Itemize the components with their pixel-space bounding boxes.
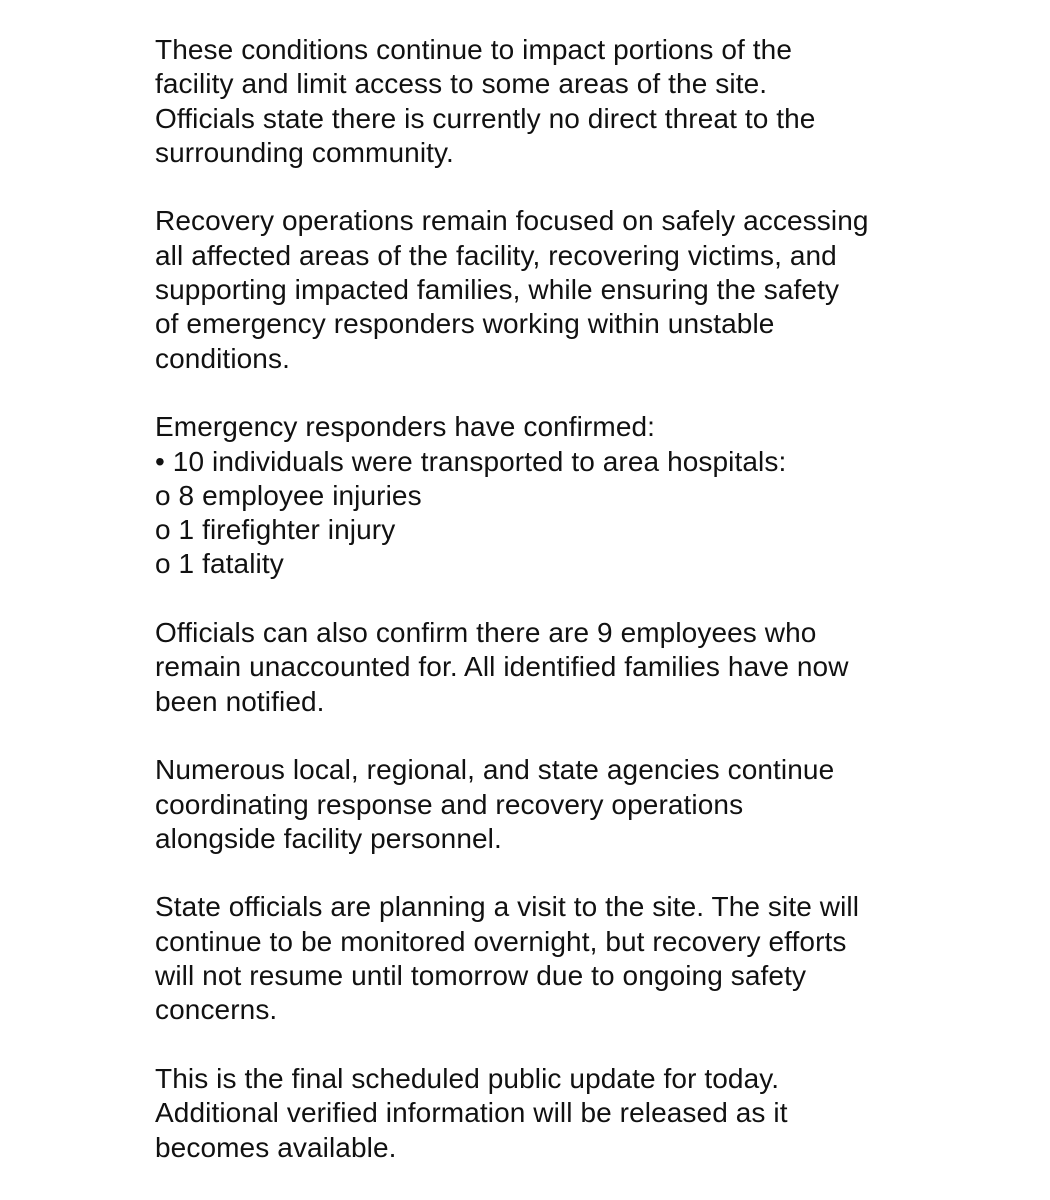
text-line: remain unaccounted for. All identified families have now [155, 651, 849, 683]
text-line: of emergency responders working within unstable [155, 308, 775, 340]
text-line: These conditions continue to impact portions of the [155, 34, 793, 65]
paragraph-recovery-operations [155, 204, 935, 375]
text-line: Officials state there is currently no direct threat to the [155, 102, 816, 134]
text-line: conditions. [155, 342, 290, 374]
text-line: alongside facility personnel. [155, 822, 502, 854]
text-line: will not resume until tomorrow due to ongoing safety [155, 960, 807, 992]
text-line: becomes available. [155, 1131, 397, 1163]
paragraph-confirmed-list [155, 410, 935, 581]
text-line: This is the final scheduled public update for today. [155, 1062, 780, 1094]
text-line: coordinating response and recovery operations [155, 788, 744, 820]
text-line: been notified. [155, 685, 325, 717]
text-line: State officials are planning a visit to the site. The site will [155, 891, 860, 923]
paragraph-final-update [155, 1062, 935, 1165]
text-line: surrounding community. [155, 136, 454, 168]
paragraph-conditions [155, 33, 935, 170]
list-item: • 10 individuals were transported to area hospitals: [155, 445, 787, 477]
text-line: Additional verified information will be released as it [155, 1097, 788, 1129]
text-line: Officials can also confirm there are 9 employees who [155, 617, 817, 649]
document-body [155, 33, 935, 1165]
text-line: supporting impacted families, while ensuring the safety [155, 274, 840, 306]
text-line: facility and limit access to some areas of the site. [155, 68, 768, 100]
text-line: Recovery operations remain focused on safely accessing [155, 205, 869, 237]
list-subitem: o 1 fatality [155, 548, 284, 580]
list-subitem: o 1 firefighter injury [155, 514, 396, 546]
list-heading: Emergency responders have confirmed: [155, 411, 656, 443]
text-line: continue to be monitored overnight, but recovery efforts [155, 925, 847, 957]
paragraph-unaccounted [155, 616, 935, 719]
text-line: Numerous local, regional, and state agencies continue [155, 754, 835, 786]
text-line: all affected areas of the facility, recovering victims, and [155, 239, 837, 271]
paragraph-agencies [155, 753, 935, 856]
list-subitem: o 8 employee injuries [155, 479, 422, 511]
text-line: concerns. [155, 994, 278, 1026]
paragraph-state-visit [155, 890, 935, 1027]
